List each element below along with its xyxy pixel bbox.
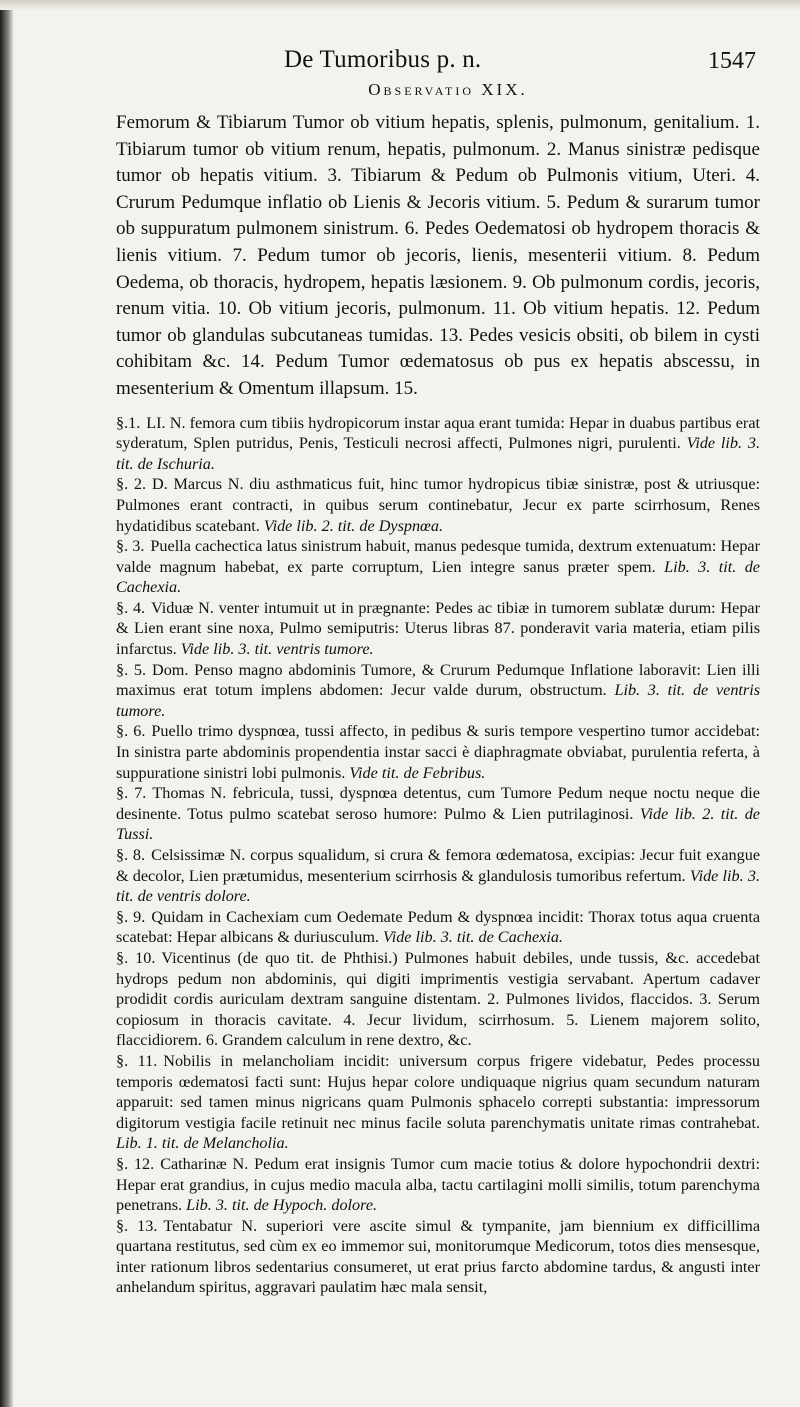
- cross-reference: Lib. 1. tit. de Melancholia.: [116, 1134, 289, 1153]
- paragraph-number: §. 2.: [116, 475, 147, 494]
- paragraph-number: §. 8.: [116, 846, 146, 864]
- paragraph-text: Vicentinus (de quo tit. de Phthisi.) Pulmones habuit debiles, unde tussis, &c. accedebat hydrops pedum non abdominis, qui digiti imprimentis vestigia servabant. Apertum cadaver prodidit cordis auriculam dextram sanguine distentam. 2. Pulmones lividos, flaccidos. 3. Serum copiosum in thoracis cavitate. 4. Jecur lividum, scirrhosum. 5. Lienem majorem solito, flaccidiorem. 6. Grandem calculum in rene dextro, &c.: [116, 948, 760, 1050]
- cross-reference: Vide lib. 3. tit. de Cachexia.: [383, 928, 563, 947]
- paragraph: [116, 721, 760, 783]
- paragraph-number: §. 9.: [116, 907, 146, 926]
- paragraph-list: [116, 413, 760, 1299]
- paragraph-number: §. 13.: [116, 1216, 158, 1235]
- paragraph: [116, 948, 760, 1051]
- paragraph-text: Viduæ N. venter intumuit ut in prægnante: Pedes ac tibiæ in tumorem sublatæ durum: Hepar & Lien erant sine noxa, Pulmo semiputris: Uterus libras 87. ponderavit varia materia, etiam pilis infarctus.: [116, 598, 761, 659]
- paragraph: [116, 413, 760, 475]
- paragraph-text: Puella cachectica latus sinistrum habuit, manus pedesque tumida, dextrum extenuatum: Hepar valde magnum habebat, ex parte corruptum, Lien integre sanus præter spem.: [116, 537, 760, 576]
- paragraph-number: §. 3.: [116, 537, 145, 556]
- paragraph: [116, 474, 760, 536]
- paragraph-number: §. 7.: [116, 784, 147, 803]
- paragraph-text: Celsissimæ N. corpus squalidum, si crura & femora œdematosa, excipias: Jecur fuit exangue & decolor, Lien prætumidus, mesenterium scirrhosis & glandulosis tumoribus refertum.: [116, 846, 760, 885]
- cross-reference: Vide lib. 2. tit. de Dyspnœa.: [263, 516, 443, 535]
- running-title: De Tumoribus p. n.: [284, 46, 482, 73]
- running-header: [116, 42, 760, 78]
- cross-reference: Vide lib. 2. tit. de Tussi.: [116, 804, 760, 844]
- paragraph-number: §.1.: [116, 413, 141, 432]
- paragraph: [116, 845, 760, 907]
- cross-reference: Vide lib. 3. tit. de ventris dolore.: [116, 866, 761, 906]
- paragraph: [116, 598, 760, 660]
- paragraph: [116, 1051, 760, 1154]
- observation-heading: Observatio XIX.: [368, 80, 528, 99]
- cross-reference: Vide tit. de Febribus.: [349, 763, 486, 782]
- paragraph-text: D. Marcus N. diu asthmaticus fuit, hinc tumor hydropicus tibiæ sinistræ, post & utriusque: Pulmones erant contracti, in quibus serum continebatur, Jecur ex parte scirrhosum, Renes hydatidibus scatebant.: [116, 475, 760, 535]
- cross-reference: Lib. 3. tit. de Hypoch. dolore.: [186, 1196, 378, 1215]
- paragraph: [116, 783, 760, 845]
- paragraph: [116, 1216, 760, 1298]
- paragraph-text: Quidam in Cachexiam cum Oedemate Pedum & dyspnœa incidit: Thorax totus aqua cruenta scatebat: Hepar albicans & duriusculum.: [116, 907, 760, 947]
- paragraph-text: LI. N. femora cum tibiis hydropicorum instar aqua erant tumida: Hepar in duabus partibus erat syderatum, Splen putridus, Penis, Testiculi necrosi affecti, Pulmones nigri, purulenti.: [116, 413, 760, 453]
- paragraph-text: Tentabatur N. superiori vere ascite simul & tympanite, jam biennium ex difficillima quartana restitutus, sed cùm ex eo immemor sui, monitorumque Medicorum, totos dies mensesque, inter rationum libros sedentarius consumeret, ut erat prius farcto abdomine tardus, & angusti inter anhelandum spiritus, aggravari paulatim hæc mala sensit,: [116, 1216, 760, 1297]
- cross-reference: Vide lib. 3. tit. de Ischuria.: [116, 434, 761, 473]
- summary-paragraph: Femorum & Tibiarum Tumor ob vitium hepatis, splenis, pulmonum, genitalium. 1. Tibiarum tumor ob vitium renum, hepatis, pulmonum. 2. Manus sinistræ pedisque tumor ob hepatis vitium. 3. Tibiarum & Pedum ob Pulmonis vitium, Uteri. 4. Crurum Pedumque inflatio ob Lienis & Jecoris vitium. 5. Pedum & surarum tumor ob suppuratum pulmonem sinistrum. 6. Pedes Oedematosi ob hydropem thoracis & lienis vitium. 7. Pedum tumor ob jecoris, lienis, mesenterii vitium. 8. Pedum Oedema, ob thoracis, hydropem, hepatis læsionem. 9. Ob pulmonum cordis, jecoris, renum vitia. 10. Ob vitium jecoris, pulmonum. 11. Ob vitium hepatis. 12. Pedum tumor ob glandulas subcutaneas tumidas. 13. Pedes vesicis obsiti, ob bilem in cysti cohibitam &c. 14. Pedum Tumor œdematosus ob pus ex hepatis abscessu, in mesenterium & Omentum illapsum. 15.: [116, 112, 760, 399]
- paragraph-number: §. 12.: [116, 1154, 155, 1173]
- page-number: 1547: [708, 48, 756, 74]
- cross-reference: Lib. 3. tit. de Cachexia.: [116, 557, 760, 597]
- paragraph: [116, 660, 760, 722]
- cross-reference: Vide lib. 3. tit. ventris tumore.: [180, 640, 374, 659]
- paragraph-number: §. 6.: [116, 722, 146, 741]
- paragraph-text: Dom. Penso magno abdominis Tumore, & Crurum Pedumque Inflatione laboravit: Lien illi maximus erat totum implens abdomen: Jecur valde durum, obstructum.: [116, 660, 760, 700]
- paragraph: [116, 1154, 760, 1216]
- paragraph-number: §. 10.: [116, 948, 156, 967]
- paragraph-number: §. 5.: [116, 660, 147, 679]
- paragraph-text: Catharinæ N. Pedum erat insignis Tumor cum macie totius & dolore hypochondrii dextri: Hepar erat grandius, in cujus medio macula alba, tactu cartilagini molli similis, totum parenchyma penetrans.: [116, 1154, 760, 1215]
- paragraph-number: §. 11.: [116, 1051, 158, 1070]
- cross-reference: Lib. 3. tit. de ventris tumore.: [116, 681, 761, 720]
- paragraph: [116, 907, 760, 948]
- paragraph-text: Nobilis in melancholiam incidit: universum corpus frigere videbatur, Pedes processu temporis œdematosi facti sunt: Hujus hepar colore undiquaque nigrius quam secundum naturam apparuit: sed tamen minus nigricans quam Pulmonis sphacelo correpti substantia: impressorum digitorum vestigia facile retinuit nec minus facile soluta parenchymatis unitate rimas contrahebat.: [116, 1051, 760, 1132]
- paragraph-text: Puello trimo dyspnœa, tussi affecto, in pedibus & suris tempore vespertino tumor accidebat: In sinistra parte abdominis propendentia instar sacci è diaphragmate obviabat, purulentia referta, à suppuratione sinistri lobi pulmonis.: [116, 722, 761, 782]
- paragraph-text: Thomas N. febricula, tussi, dyspnœa detentus, cum Tumore Pedum neque noctu neque die desinente. Totus pulmo scatebat seroso humore: Pulmo & Lien putrilaginosi.: [116, 784, 760, 823]
- paragraph: [116, 536, 760, 598]
- paragraph-number: §. 4.: [116, 598, 146, 617]
